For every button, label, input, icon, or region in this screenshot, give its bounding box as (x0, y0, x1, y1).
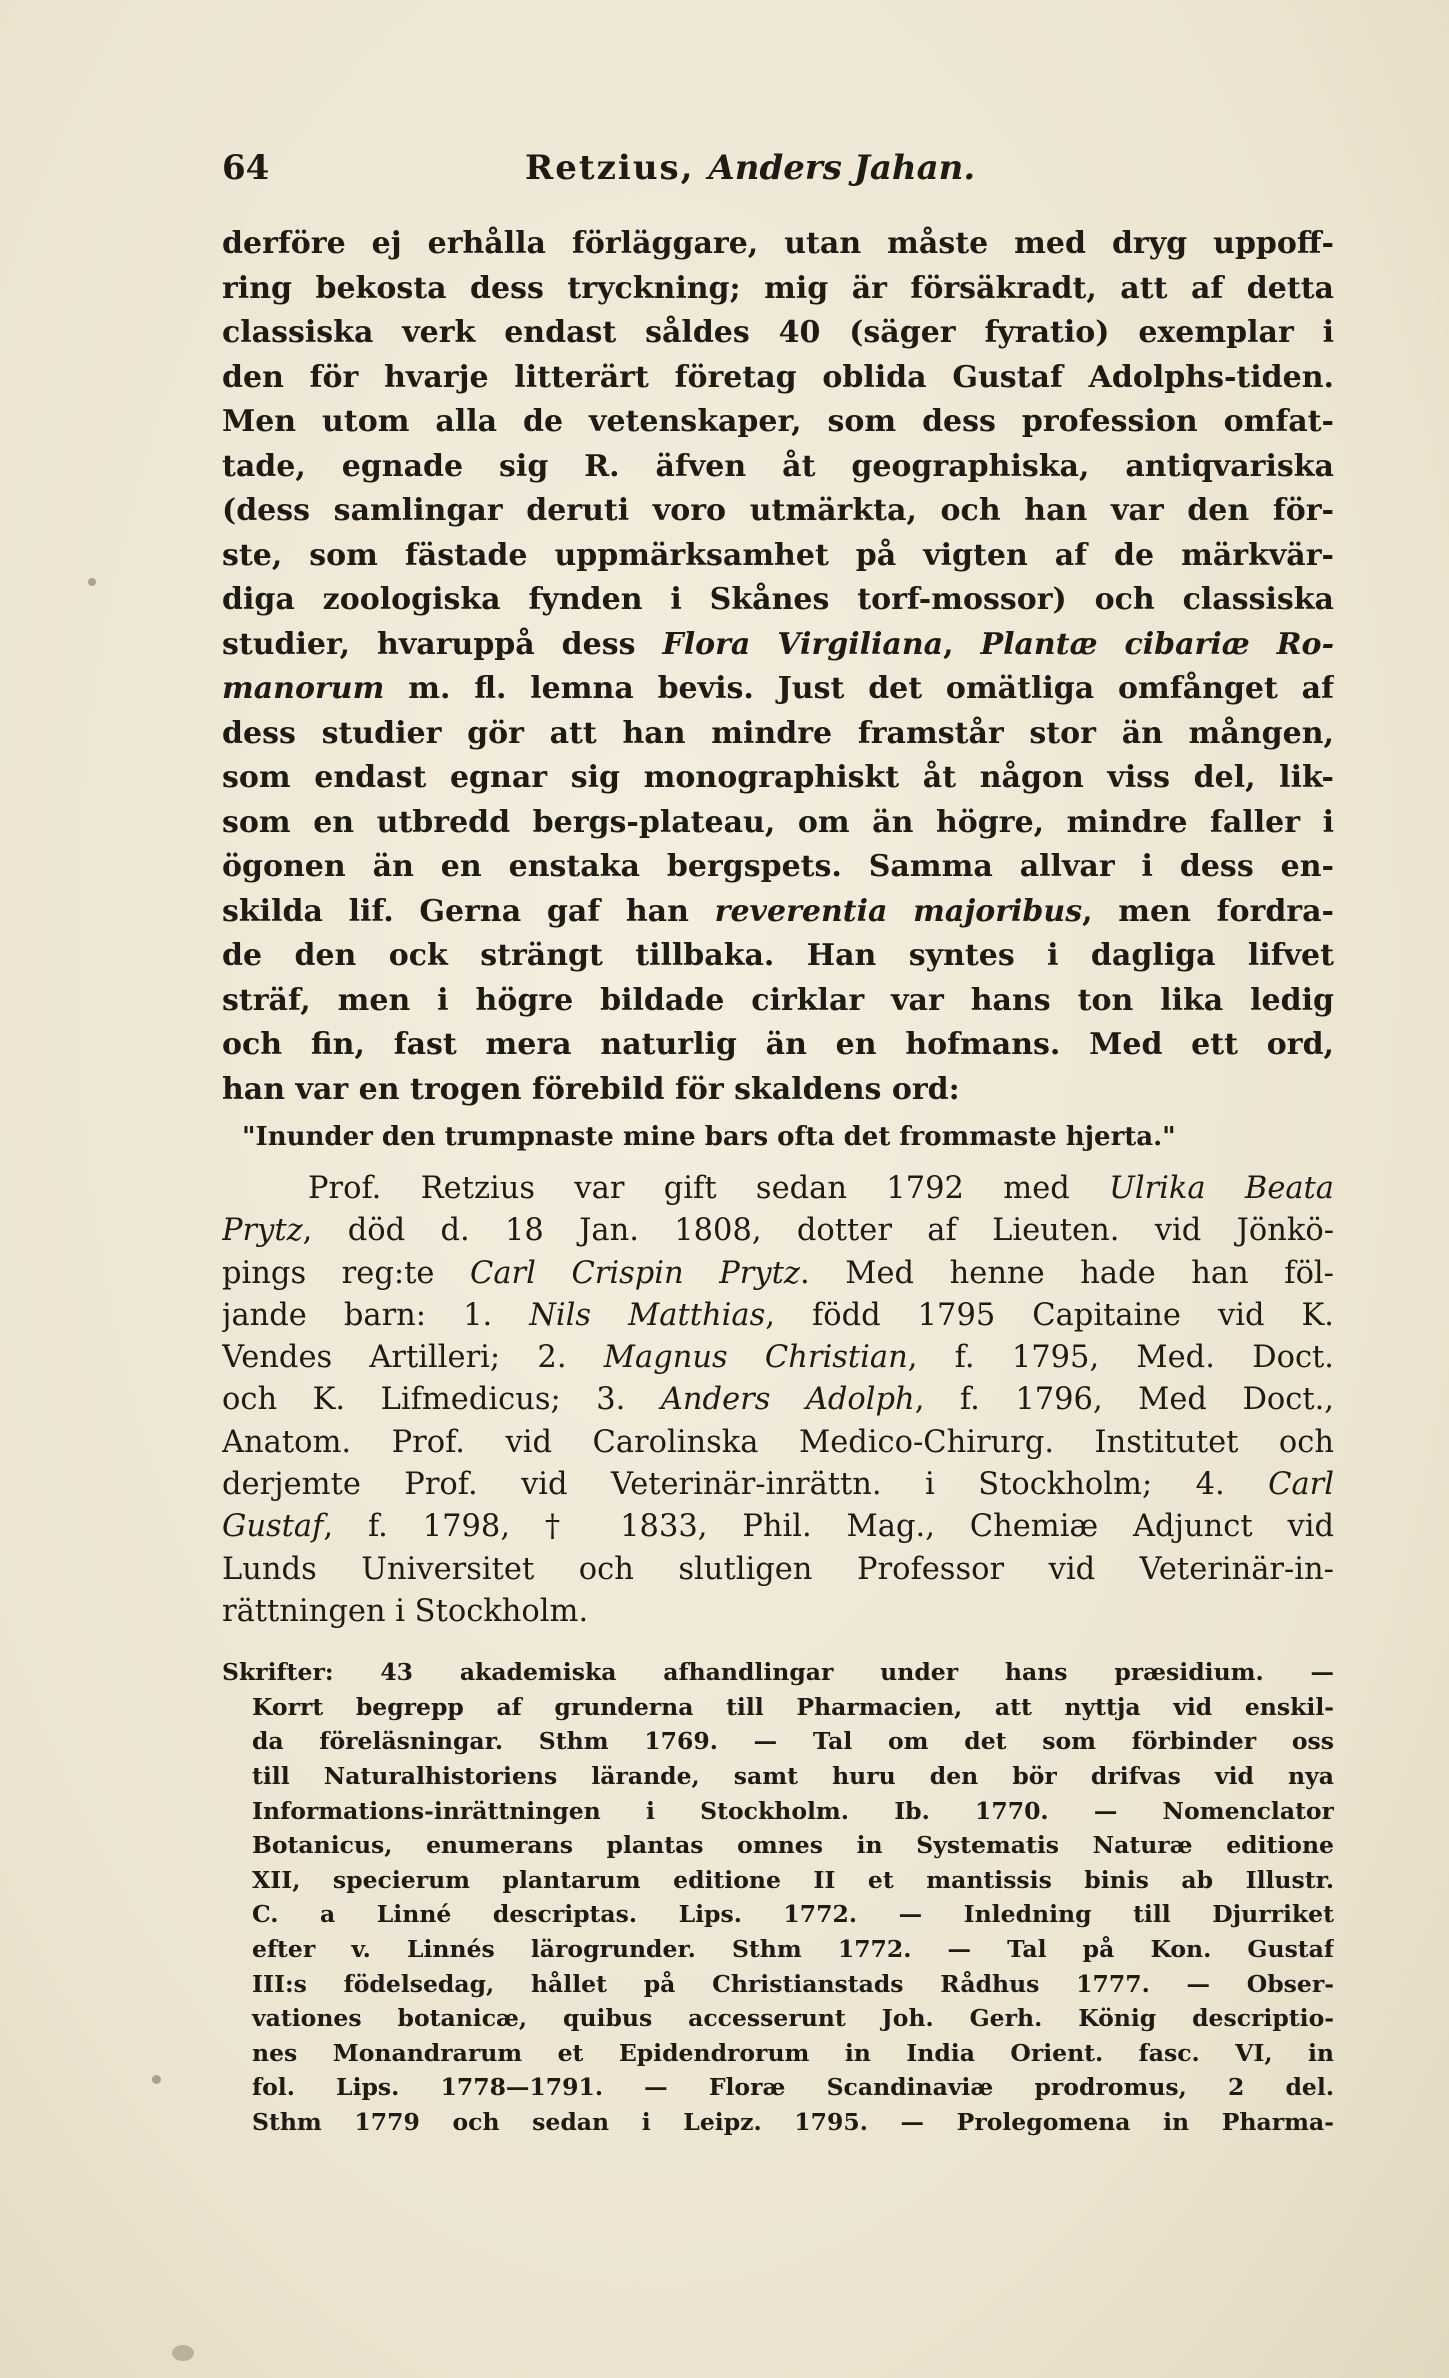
running-head (525, 148, 975, 188)
writings-line: III:s födelsedag, hållet på Christianstads Rådhus 1777. — Obser- (252, 1969, 1334, 1998)
text-line (222, 1295, 1334, 1337)
writings-line: da föreläsningar. Sthm 1769. — Tal om det som förbinder oss (252, 1727, 1334, 1756)
family-paragraph (222, 1168, 1334, 1633)
text-line: de den ock strängt tillbaka. Han syntes i dagliga lifvet (222, 938, 1334, 973)
writings-line: nes Monandrarum et Epidendrorum in India Orient. fasc. VI, in (252, 2038, 1334, 2067)
person-name: Gustaf (222, 1509, 324, 1545)
text-line (222, 1337, 1334, 1379)
writings-line: Botanicus, enumerans plantas omnes in Systematis Naturæ editione (252, 1831, 1334, 1860)
latin-phrase: reverentia majoribus (714, 893, 1083, 929)
paper-speck (88, 578, 96, 586)
writings-line: Skrifter: 43 akademiska afhandlingar under hans præsidium. — (222, 1658, 1334, 1687)
text-line (222, 1210, 1334, 1252)
text-line: derföre ej erhålla förläggare, utan måste med dryg uppoff- (222, 226, 1334, 261)
person-name: Nils Matthias (529, 1297, 766, 1333)
text-run: Prof. Retzius var gift sedan 1792 med (308, 1171, 1110, 1206)
text-line: ögonen än en enstaka bergspets. Samma allvar i dess en- (222, 849, 1334, 884)
text-run: pings reg:te (222, 1255, 471, 1291)
writings-list (222, 1655, 1334, 2139)
text-run: jande barn: 1. (222, 1297, 530, 1333)
work-title: manorum (222, 671, 385, 706)
text-line: dess studier gör att han mindre framstår stor än mången, (222, 715, 1334, 751)
text-run: skilda lif. Gerna gaf han (222, 893, 715, 929)
person-name: Carl (1268, 1467, 1334, 1503)
text-run: , (943, 626, 981, 662)
text-line: som en utbredd bergs-plateau, om än högre, mindre faller i (222, 804, 1334, 840)
biography-paragraph (222, 222, 1334, 1162)
work-title: Plantæ cibariæ Ro- (980, 626, 1334, 662)
text-run: . Med henne hade han föl- (799, 1255, 1334, 1291)
text-run: m. fl. lemna bevis. Just det omätliga omfånget af (384, 671, 1334, 706)
text-line (222, 623, 1334, 668)
text-line: ste, som fästade uppmärksamhet på vigten af de märkvär- (222, 537, 1334, 573)
text-run: Vendes Artilleri; 2. (222, 1340, 604, 1376)
text-line (222, 890, 1334, 935)
text-run: , f. 1796, Med Doct., (914, 1382, 1334, 1418)
paper-speck (152, 2075, 161, 2084)
text-line: och fin, fast mera naturlig än en hofmans. Med ett ord, (222, 1027, 1334, 1062)
text-line: diga zoologiska fynden i Skånes torf-mossor) och classiska (222, 582, 1334, 617)
person-name: Anders Adolph (660, 1382, 915, 1418)
page-number: 64 (222, 148, 270, 188)
text-line: den för hvarje litterärt företag oblida Gustaf Adolphs-tiden. (222, 359, 1334, 395)
text-run: , f. 1795, Med. Doct. (907, 1340, 1334, 1376)
text-line: Men utom alla de vetenskaper, som dess profession omfat- (222, 404, 1334, 439)
writings-line: Sthm 1779 och sedan i Leipz. 1795. — Prolegomena in Pharma- (252, 2107, 1334, 2136)
text-run: , men fordra- (1082, 893, 1334, 929)
text-run: , död d. 18 Jan. 1808, dotter af Lieuten. vid Jönkö- (302, 1213, 1334, 1249)
writings-line: till Naturalhistoriens lärande, samt huru den bör drifvas vid nya (252, 1762, 1334, 1791)
text-line: Lunds Universitet och slutligen Professor vid Veterinär-in- (222, 1551, 1334, 1587)
writings-line: Korrt begrepp af grunderna till Pharmacien, att nyttja vid enskil- (252, 1692, 1334, 1721)
text-line: rättningen i Stockholm. (222, 1593, 589, 1629)
person-name: Carl Crispin Prytz (470, 1255, 800, 1291)
person-name: Magnus Christian (603, 1340, 908, 1376)
text-line (222, 1253, 1334, 1295)
writings-line: Informations-inrättningen i Stockholm. Ib. 1770. — Nomenclator (252, 1796, 1334, 1825)
text-line: tade, egnade sig R. äfven åt geographiska, antiqvariska (222, 448, 1334, 484)
paper-speck (172, 2345, 194, 2361)
text-line: Anatom. Prof. vid Carolinska Medico-Chirurg. Institutet och (222, 1424, 1334, 1460)
text-line (222, 1379, 1334, 1421)
text-run: , född 1795 Capitaine vid K. (765, 1297, 1334, 1333)
text-line: ring bekosta dess tryckning; mig är försäkradt, att af detta (222, 270, 1334, 306)
text-line (222, 1464, 1334, 1506)
text-line (222, 667, 1334, 712)
writings-line: efter v. Linnés lärogrunder. Sthm 1772. — Tal på Kon. Gustaf (252, 1935, 1334, 1964)
text-run: derjemte Prof. vid Veterinär-inrättn. i Stockholm; 4. (222, 1467, 1269, 1503)
text-run: studier, hvaruppå dess (222, 626, 663, 662)
text-line: som endast egnar sig monographiskt åt någon viss del, lik- (222, 760, 1334, 795)
text-line (222, 1168, 1334, 1210)
text-line: han var en trogen förebild för skaldens ord: (222, 1071, 960, 1107)
writings-line: vationes botanicæ, quibus accesserunt Joh. Gerh. König descriptio- (252, 2004, 1334, 2033)
person-name: Prytz (222, 1213, 303, 1249)
text-line: classiska verk endast såldes 40 (säger fyratio) exemplar i (222, 315, 1334, 350)
text-line: (dess samlingar deruti voro utmärkta, och han var den för- (222, 493, 1334, 528)
text-run: , f. 1798, † 1833, Phil. Mag., Chemiæ Adjunct vid (323, 1509, 1334, 1545)
work-title: Flora Virgiliana (662, 626, 944, 662)
running-head-surname: Retzius, (525, 148, 695, 188)
text-line (222, 1506, 1334, 1548)
person-name: Ulrika Beata (1109, 1171, 1334, 1206)
text-run: och K. Lifmedicus; 3. (222, 1382, 661, 1418)
writings-line: C. a Linné descriptas. Lips. 1772. — Inledning till Djurriket (252, 1900, 1334, 1929)
text-line: sträf, men i högre bildade cirklar var hans ton lika ledig (222, 982, 1334, 1018)
writings-line: fol. Lips. 1778—1791. — Floræ Scandinaviæ prodromus, 2 del. (252, 2073, 1334, 2102)
running-head-given-names: Anders Jahan. (708, 148, 976, 188)
poetry-quote: "Inunder den trumpnaste mine bars ofta det frommaste hjerta." (242, 1122, 1176, 1152)
page-body (222, 222, 1334, 2140)
page-header (222, 148, 1332, 198)
writings-line: XII, specierum plantarum editione II et mantissis binis ab Illustr. (252, 1865, 1334, 1894)
